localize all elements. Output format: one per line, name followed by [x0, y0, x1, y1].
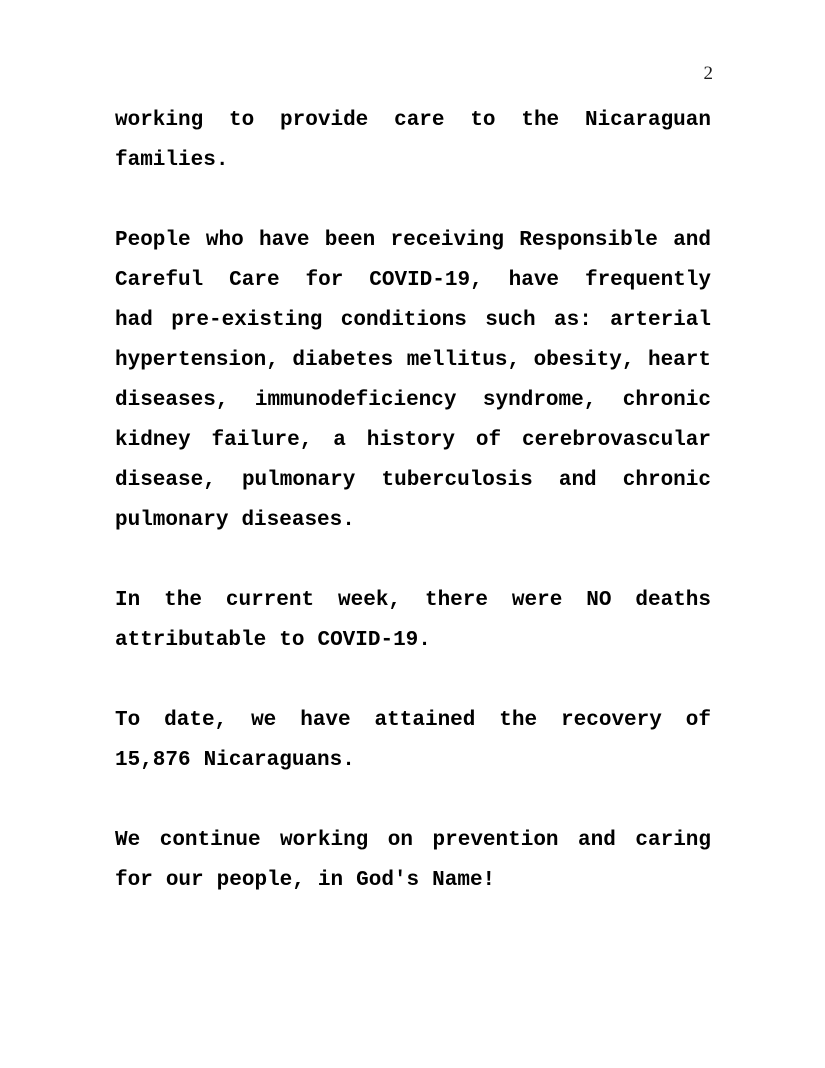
- text-line: families.: [115, 149, 229, 172]
- paragraph: [115, 101, 711, 181]
- paragraph: [115, 701, 711, 781]
- text-line: People who have been receiving Responsible and: [115, 229, 711, 252]
- text-line: kidney failure, a history of cerebrovascular: [115, 429, 711, 452]
- text-line: diseases, immunodeficiency syndrome, chronic: [115, 389, 711, 412]
- text-line: Careful Care for COVID-19, have frequently: [115, 269, 711, 292]
- page-number: 2: [703, 63, 713, 84]
- text-line: pulmonary diseases.: [115, 509, 355, 532]
- text-line: To date, we have attained the recovery of: [115, 709, 711, 732]
- document-body: [115, 101, 711, 901]
- text-line: had pre-existing conditions such as: arterial: [115, 309, 711, 332]
- text-line: 15,876 Nicaraguans.: [115, 749, 355, 772]
- text-line: hypertension, diabetes mellitus, obesity, heart: [115, 349, 711, 372]
- text-line: attributable to COVID-19.: [115, 629, 431, 652]
- text-line: disease, pulmonary tuberculosis and chronic: [115, 469, 711, 492]
- paragraph: [115, 221, 711, 541]
- text-line: for our people, in God's Name!: [115, 869, 496, 892]
- text-line: In the current week, there were NO deaths: [115, 589, 711, 612]
- text-line: We continue working on prevention and caring: [115, 829, 711, 852]
- paragraph: [115, 581, 711, 661]
- paragraph: [115, 821, 711, 901]
- text-line: working to provide care to the Nicaraguan: [115, 109, 711, 132]
